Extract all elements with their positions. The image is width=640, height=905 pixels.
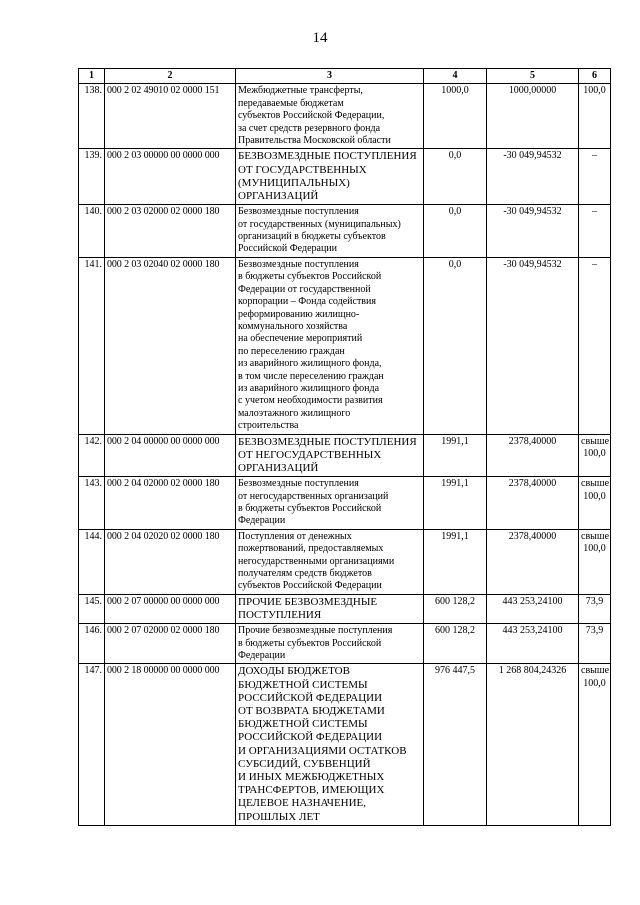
income-name: ПРОЧИЕ БЕЗВОЗМЕЗДНЫЕ ПОСТУПЛЕНИЯ xyxy=(236,594,424,623)
budget-code: 000 2 07 02000 02 0000 180 xyxy=(105,624,236,664)
column-header-6: 6 xyxy=(579,69,611,84)
row-number: 140. xyxy=(79,205,105,258)
table-row xyxy=(79,84,611,149)
table-row xyxy=(79,624,611,664)
budget-table xyxy=(78,68,611,826)
execution-percent: – xyxy=(579,205,611,258)
execution-percent: свыше 100,0 xyxy=(579,529,611,594)
income-name: Поступления от денежных пожертвований, предоставляемых негосударственными организациями получателям средств бюджетов субъектов Российской Федерации xyxy=(236,529,424,594)
planned-amount: 1991,1 xyxy=(424,434,487,477)
table-row xyxy=(79,205,611,258)
income-name: Безвозмездные поступления от негосударственных организаций в бюджеты субъектов Российской Федерации xyxy=(236,477,424,530)
planned-amount: 1991,1 xyxy=(424,477,487,530)
income-name: ДОХОДЫ БЮДЖЕТОВ БЮДЖЕТНОЙ СИСТЕМЫ РОССИЙСКОЙ ФЕДЕРАЦИИ ОТ ВОЗВРАТА БЮДЖЕТАМИ БЮДЖЕТНОЙ СИСТЕМЫ РОССИЙСКОЙ ФЕДЕРАЦИИ И ОРГАНИЗАЦИЯМИ ОСТАТКОВ СУБСИДИЙ, СУБВЕНЦИЙ И ИНЫХ МЕЖБЮДЖЕТНЫХ ТРАНСФЕРТОВ, ИМЕЮЩИХ ЦЕЛЕВОЕ НАЗНАЧЕНИЕ, ПРОШЛЫХ ЛЕТ xyxy=(236,664,424,825)
execution-percent: свыше 100,0 xyxy=(579,434,611,477)
budget-code: 000 2 04 00000 00 0000 000 xyxy=(105,434,236,477)
row-number: 145. xyxy=(79,594,105,623)
budget-code: 000 2 18 00000 00 0000 000 xyxy=(105,664,236,825)
actual-amount: 2378,40000 xyxy=(487,529,579,594)
actual-amount: -30 049,94532 xyxy=(487,149,579,205)
planned-amount: 0,0 xyxy=(424,205,487,258)
table-row xyxy=(79,257,611,434)
actual-amount: -30 049,94532 xyxy=(487,257,579,434)
table-row xyxy=(79,477,611,530)
row-number: 142. xyxy=(79,434,105,477)
row-number: 138. xyxy=(79,84,105,149)
execution-percent: 100,0 xyxy=(579,84,611,149)
budget-code: 000 2 03 02040 02 0000 180 xyxy=(105,257,236,434)
planned-amount: 0,0 xyxy=(424,149,487,205)
execution-percent: – xyxy=(579,149,611,205)
row-number: 143. xyxy=(79,477,105,530)
execution-percent: 73,9 xyxy=(579,624,611,664)
actual-amount: 443 253,24100 xyxy=(487,624,579,664)
budget-code: 000 2 03 00000 00 0000 000 xyxy=(105,149,236,205)
income-name: БЕЗВОЗМЕЗДНЫЕ ПОСТУПЛЕНИЯ ОТ НЕГОСУДАРСТВЕННЫХ ОРГАНИЗАЦИЙ xyxy=(236,434,424,477)
planned-amount: 0,0 xyxy=(424,257,487,434)
table-row xyxy=(79,434,611,477)
planned-amount: 1000,0 xyxy=(424,84,487,149)
actual-amount: 1 268 804,24326 xyxy=(487,664,579,825)
planned-amount: 976 447,5 xyxy=(424,664,487,825)
table-row xyxy=(79,594,611,623)
table-row xyxy=(79,529,611,594)
income-name: Безвозмездные поступления в бюджеты субъектов Российской Федерации от государственной корпорации – Фонда содействия реформированию жилищно- коммунального хозяйства на обеспечение мероприятий по переселению граждан из аварийного жилищного фонда, в том числе переселению граждан из аварийного жилищного фонда с учетом необходимости развития малоэтажного жилищного строительства xyxy=(236,257,424,434)
actual-amount: 1000,00000 xyxy=(487,84,579,149)
column-header-3: 3 xyxy=(236,69,424,84)
row-number: 147. xyxy=(79,664,105,825)
planned-amount: 600 128,2 xyxy=(424,624,487,664)
column-header-4: 4 xyxy=(424,69,487,84)
column-header-row xyxy=(79,69,611,84)
budget-code: 000 2 04 02020 02 0000 180 xyxy=(105,529,236,594)
budget-code: 000 2 03 02000 02 0000 180 xyxy=(105,205,236,258)
planned-amount: 600 128,2 xyxy=(424,594,487,623)
actual-amount: 2378,40000 xyxy=(487,477,579,530)
budget-code: 000 2 02 49010 02 0000 151 xyxy=(105,84,236,149)
row-number: 141. xyxy=(79,257,105,434)
execution-percent: свыше 100,0 xyxy=(579,664,611,825)
income-name: БЕЗВОЗМЕЗДНЫЕ ПОСТУПЛЕНИЯ ОТ ГОСУДАРСТВЕННЫХ (МУНИЦИПАЛЬНЫХ) ОРГАНИЗАЦИЙ xyxy=(236,149,424,205)
income-name: Безвозмездные поступления от государственных (муниципальных) организаций в бюджеты субъектов Российской Федерации xyxy=(236,205,424,258)
budget-code: 000 2 04 02000 02 0000 180 xyxy=(105,477,236,530)
page-number: 14 xyxy=(312,30,328,46)
execution-percent: – xyxy=(579,257,611,434)
execution-percent: свыше 100,0 xyxy=(579,477,611,530)
table-row xyxy=(79,149,611,205)
actual-amount: 443 253,24100 xyxy=(487,594,579,623)
column-header-5: 5 xyxy=(487,69,579,84)
table-row xyxy=(79,664,611,825)
column-header-2: 2 xyxy=(105,69,236,84)
table-body xyxy=(79,84,611,825)
actual-amount: 2378,40000 xyxy=(487,434,579,477)
income-name: Прочие безвозмездные поступления в бюджеты субъектов Российской Федерации xyxy=(236,624,424,664)
planned-amount: 1991,1 xyxy=(424,529,487,594)
budget-code: 000 2 07 00000 00 0000 000 xyxy=(105,594,236,623)
actual-amount: -30 049,94532 xyxy=(487,205,579,258)
income-name: Межбюджетные трансферты, передаваемые бюджетам субъектов Российской Федерации, за счет средств резервного фонда Правительства Московской области xyxy=(236,84,424,149)
row-number: 144. xyxy=(79,529,105,594)
execution-percent: 73,9 xyxy=(579,594,611,623)
column-header-1: 1 xyxy=(79,69,105,84)
row-number: 146. xyxy=(79,624,105,664)
row-number: 139. xyxy=(79,149,105,205)
